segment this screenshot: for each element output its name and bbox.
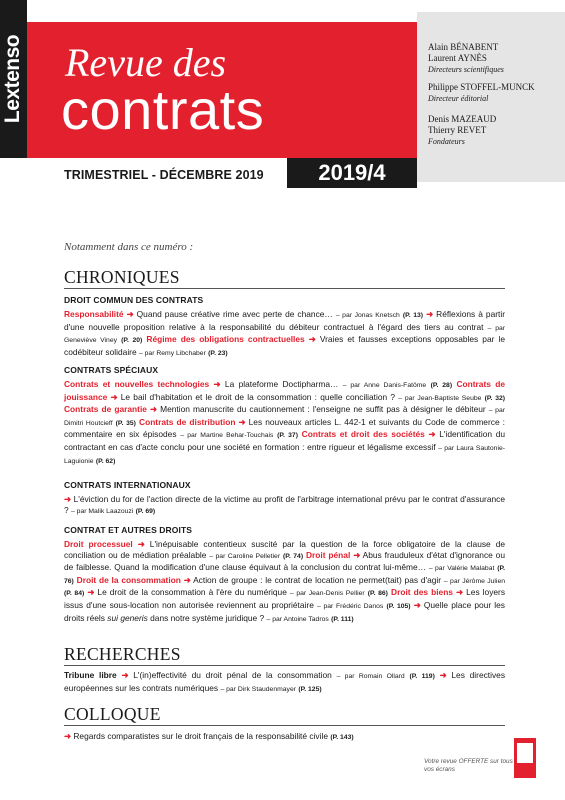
intro-text: Notamment dans ce numéro :: [64, 241, 194, 253]
entry-author: – par Laura Sautonie-Laguionie: [64, 444, 506, 465]
subsection-title: CONTRATS INTERNATIONAUX: [64, 480, 191, 490]
entry-label: Droit des biens: [391, 587, 453, 598]
arrow-icon: ➜: [87, 587, 95, 598]
entry-title: Mention manuscrite du cautionnement : l'enseigne ne suffit pas à désigner le débiteur: [160, 404, 486, 415]
entry-title: Quand pause créative rime avec perte de chance…: [136, 309, 333, 319]
entry-page: (P. 125): [298, 685, 322, 693]
entry-page: (P. 23): [208, 349, 228, 357]
entry-page: (P. 105): [386, 602, 411, 610]
title-top: Revue des: [65, 40, 227, 85]
spine: [0, 0, 27, 158]
entry-title: L'éviction du for de l'action directe de la victime au profit de l'arbitrage international prévu par le contrat d'assurance ?: [64, 494, 505, 515]
section-rule: [64, 665, 505, 666]
entry-author: – par Antoine Tadros: [266, 615, 329, 623]
entry-title: La plateforme Doctipharma…: [224, 379, 339, 389]
editor-name: Philippe STOFFEL-MUNCK: [428, 82, 535, 92]
entry-title: dans notre système juridique ?: [150, 612, 265, 623]
arrow-icon: ➜: [137, 539, 145, 549]
entry-page: (P. 28): [430, 382, 453, 389]
arrow-icon: ➜: [456, 587, 464, 598]
entry-author: – par Malik Laazouzi: [71, 507, 134, 515]
editor-group-scientific: [428, 42, 504, 75]
arrow-icon: ➜: [238, 416, 246, 427]
entry-author: – par Frédéric Danos: [317, 602, 384, 610]
entry-label: Contrats de distribution: [139, 416, 236, 427]
entry-page: (P. 37): [277, 432, 298, 440]
entry-page: (P. 119): [409, 673, 435, 680]
arrow-icon: ➜: [428, 429, 436, 440]
entry-author: – par Valérie Malabat: [428, 565, 495, 573]
arrow-icon: ➜: [353, 549, 361, 560]
editor-name: Thierry REVET: [428, 125, 487, 135]
entry-author: – par Romain Ollard: [336, 673, 405, 680]
section-rule: [64, 288, 505, 289]
entry-title: Abus frauduleux d'état d'ignorance ou de faiblesse. Quand la modification d'une clause équivaut à la conclusion du contrat lui-même…: [64, 549, 505, 573]
entry-page: (P. 35): [115, 419, 136, 427]
entry-title: L'(in)effectivité du droit pénal de la consommation: [133, 670, 332, 680]
entry-title: Action de groupe : le contrat de location ne permet(tait) pas d'agir: [193, 574, 442, 585]
editor-name: Laurent AYNÈS: [428, 53, 487, 63]
masthead: [27, 22, 417, 158]
entry-author: – par Anne Danis-Fatôme: [342, 382, 427, 389]
entry-title: L'inépuisable contentieux suscité par la question de la force obligatoire de la clause de conciliation ou de médiation préalable: [64, 539, 506, 560]
entry-page: (P. 13): [402, 312, 424, 319]
entry-title: Le droit de la consommation à l'ère du numérique: [97, 587, 287, 598]
entry-page: (P. 62): [95, 457, 116, 465]
editor-name: Denis MAZEAUD: [428, 114, 497, 124]
entry-title: Le bail d'habitation et le droit de la consommation : quelle conciliation ?: [120, 391, 396, 402]
section-title-recherches: RECHERCHES: [64, 644, 181, 664]
arrow-icon: ➜: [126, 309, 134, 319]
periodicity: TRIMESTRIEL - DÉCEMBRE 2019: [64, 168, 264, 182]
entry-page: (P. 86): [367, 590, 388, 598]
entry-page: (P. 74): [283, 552, 304, 560]
arrow-icon: ➜: [150, 404, 158, 415]
issue-number: 2019/4: [287, 158, 417, 188]
entry-title: Regards comparatistes sur le droit français de la responsabilité civile: [73, 731, 328, 741]
editor-name: Alain BÉNABENT: [428, 42, 499, 52]
entry-label: Régime des obligations contractuelles: [146, 334, 305, 345]
entry-page: (P. 111): [331, 615, 354, 623]
title-main: contrats: [61, 78, 265, 141]
entry-author: – par Geneviève Viney: [64, 324, 506, 345]
entry-label: Contrats de garantie: [64, 404, 147, 415]
editor-group-founders: [428, 114, 496, 147]
entry-label: Droit processuel: [64, 539, 133, 549]
entry-author: – par Remy Libchaber: [138, 349, 206, 357]
entry-title: Réflexions à partir d'une nouvelle proposition relative à la responsabilité du débiteur contractuel à l'égard des tiers au contrat: [64, 309, 506, 332]
arrow-icon: ➜: [64, 731, 72, 741]
entry-label: Droit de la consommation: [76, 574, 181, 585]
entry-label: Droit pénal: [305, 549, 351, 560]
entry-author: – par Dimitri Houtcieff: [64, 407, 506, 427]
entry-author: – par Jonas Knetsch: [335, 312, 400, 319]
entry-title: L'identification du contractant en cas d'acte conclu pour une société en formation : entre rigueur et légalisme excessif: [64, 429, 506, 452]
device-screen-icon: [517, 743, 533, 763]
arrow-icon: ➜: [121, 670, 129, 680]
entry-label: Responsabilité: [64, 309, 124, 319]
arrow-icon: ➜: [426, 309, 434, 319]
entry-page: (P. 84): [64, 590, 85, 598]
entry-paragraph: [64, 539, 505, 625]
entry-title: Vraies et fausses exceptions opposables par le codébiteur solidaire: [64, 334, 505, 357]
entry-label: Contrats et droit des sociétés: [301, 429, 425, 440]
subsection-title: DROIT COMMUN DES CONTRATS: [64, 295, 204, 305]
arrow-icon: ➜: [110, 391, 118, 402]
entry-page: (P. 76): [64, 565, 506, 585]
arrow-icon: ➜: [413, 599, 421, 610]
entry-author: – par Dirk Staudenmayer: [220, 685, 296, 693]
publisher-logo: Lextenso: [1, 34, 24, 124]
offer-note: Votre revue OFFERTE sur tous vos écrans: [424, 758, 513, 773]
arrow-icon: ➜: [213, 379, 221, 389]
device-icon: [514, 738, 536, 778]
section-rule: [64, 725, 505, 726]
section-title-chroniques: CHRONIQUES: [64, 267, 180, 287]
entry-author: – par Jean-Denis Pellier: [289, 590, 365, 598]
editor-role: Directeurs scientifiques: [428, 65, 504, 74]
entry-page: (P. 143): [330, 734, 354, 741]
arrow-icon: ➜: [183, 574, 191, 585]
entry-author: – par Jean-Baptiste Seube: [398, 394, 482, 402]
entry-title: Les loyers issus d'une sous-location non autorisée reviennent au propriétaire: [64, 587, 506, 610]
entry-paragraph: [64, 494, 505, 517]
subsection-title: CONTRAT ET AUTRES DROITS: [64, 525, 193, 535]
subsection-title: CONTRATS SPÉCIAUX: [64, 365, 159, 375]
arrow-icon: ➜: [439, 670, 447, 680]
entry-paragraph: [64, 379, 505, 467]
entry-author: – par Jérôme Julien: [443, 577, 506, 585]
editor-role: Fondateurs: [428, 137, 465, 146]
entry-title-italic: sui generis: [107, 612, 148, 623]
entry-label: Contrats de jouissance: [64, 379, 506, 402]
arrow-icon: ➜: [64, 494, 72, 504]
entry-title: Les directives européennes sur les contrats numériques: [64, 670, 506, 693]
entry-page: (P. 20): [121, 337, 143, 345]
entry-label: Tribune libre: [64, 670, 117, 680]
entry-page: (P. 69): [135, 507, 156, 515]
section-title-colloque: COLLOQUE: [64, 704, 161, 724]
entry-label: Contrats et nouvelles technologies: [64, 379, 210, 389]
editor-group-editorial: [428, 82, 535, 104]
arrow-icon: ➜: [308, 334, 316, 345]
entry-page: (P. 32): [484, 394, 506, 402]
entry-author: – par Martine Behar-Touchais: [180, 432, 274, 440]
entry-title: Quelle place pour les droits réels: [64, 599, 505, 623]
entry-paragraph: [64, 670, 505, 695]
entry-paragraph: [64, 309, 505, 359]
entry-title: Les nouveaux articles L. 442-1 et suivants du Code de commerce : commentaire en six épisodes: [64, 416, 506, 440]
editor-role: Directeur éditorial: [428, 94, 489, 103]
entry-author: – par Caroline Pelletier: [209, 552, 281, 560]
entry-paragraph: [64, 731, 505, 744]
